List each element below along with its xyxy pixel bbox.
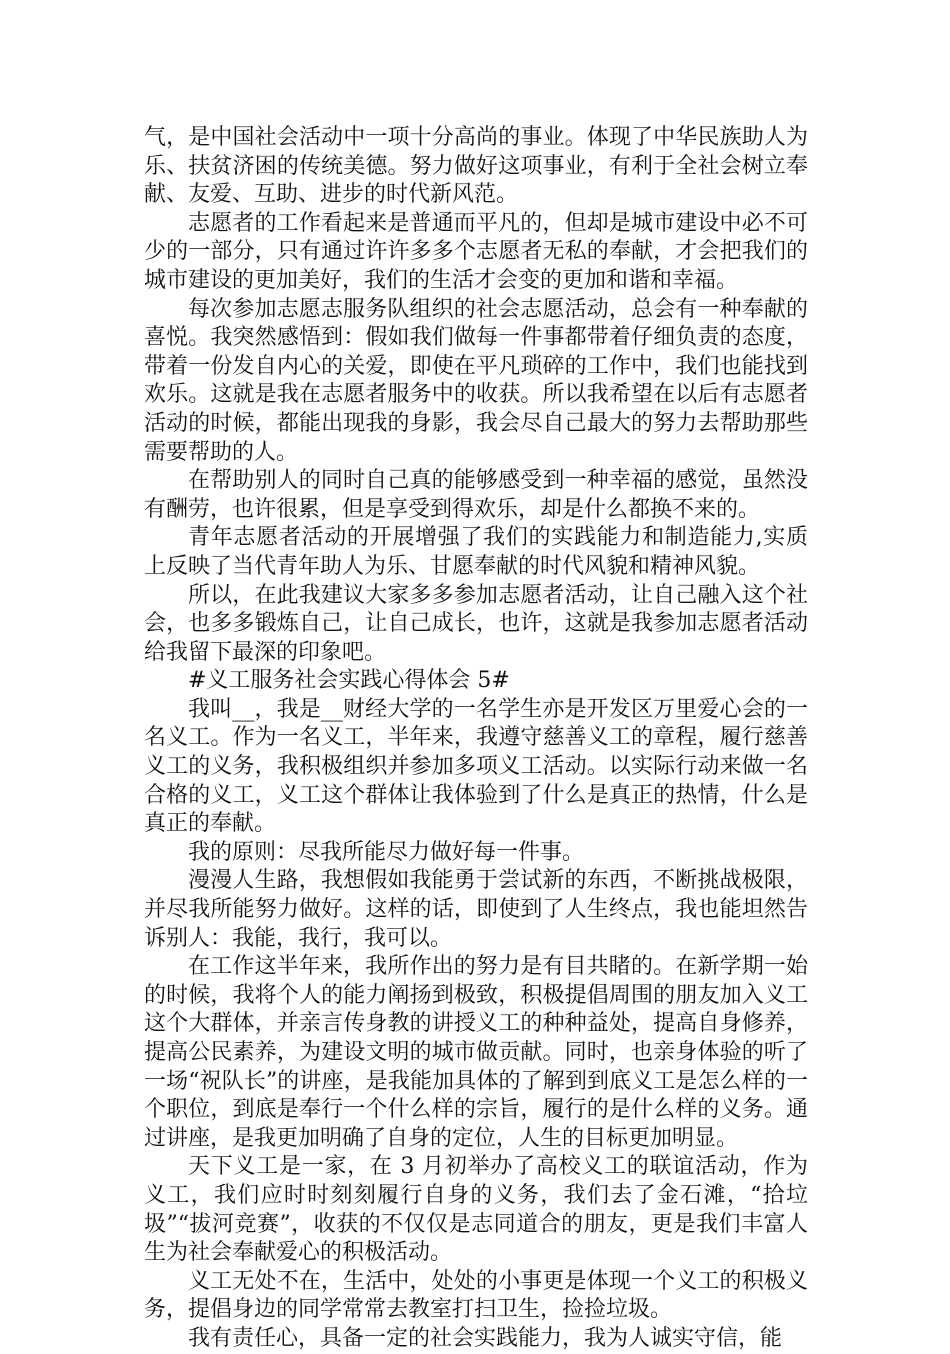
paragraph-suggestion: 所以，在此我建议大家多多参加志愿者活动，让自己融入这个社会，也多多锻炼自己，让自己成长，也许，这就是我参加志愿者活动给我留下最深的印象吧。 [144,582,808,665]
paragraph-volunteer-work: 志愿者的工作看起来是普通而平凡的，但却是城市建设中必不可少的一部分，只有通过许许多多个志愿者无私的奉献，才会把我们的城市建设的更加美好，我们的生活才会变的更加和谐和幸福。 [144,210,808,293]
paragraph-joy-of-giving: 每次参加志愿志服务队组织的社会志愿活动，总会有一种奉献的喜悦。我突然感悟到：假如我们做每一件事都带着仔细负责的态度，带着一份发自内心的关爱，即使在平凡琐碎的工作中，我们也能找到欢乐。这就是我在志愿者服务中的收获。所以我希望在以后有志愿者活动的时候，都能出现我的身影，我会尽自己最大的努力去帮助那些需要帮助的人。 [144,296,808,465]
paragraph-half-year-work: 在工作这半年来，我所作出的努力是有目共睹的。在新学期一始的时候，我将个人的能力阐扬到极致，积极提倡周围的朋友加入义工这个大群体，并亲言传身教的讲授义工的种种益处，提高自身修养，提高公民素养，为建设文明的城市做贡献。同时，也亲身体验的听了一场“祝队长”的讲座，是我能加具体的了解到到底义工是怎么样的一个职位，到底是奉行一个什么样的宗旨，履行的是什么样的义务。通过讲座，是我更加明确了自身的定位，人生的目标更加明显。 [144,954,808,1151]
document-page [144,124,808,1354]
section-heading: #义工服务社会实践心得体会 5# [188,668,510,694]
paragraph-responsibility: 我有责任心，具备一定的社会实践能力，我为人诚实守信，能 [188,1325,783,1351]
paragraph-youth-volunteers: 青年志愿者活动的开展增强了我们的实践能力和制造能力,实质上反映了当代青年助人为乐、甘愿奉献的时代风貌和精神风貌。 [144,525,808,579]
paragraph-life-road: 漫漫人生路，我想假如我能勇于尝试新的东西，不断挑战极限，并尽我所能努力做好。这样的话，即使到了人生终点，我也能坦然告诉别人：我能，我行，我可以。 [144,868,808,951]
paragraph-everywhere: 义工无处不在，生活中，处处的小事更是体现一个义工的积极义务，提倡身边的同学常常去教室打扫卫生，捡捡垃圾。 [144,1268,808,1323]
paragraph-principle: 我的原则：尽我所能尽力做好每一件事。 [188,839,585,865]
paragraph-continuation: 气，是中国社会活动中一项十分高尚的事业。体现了中华民族助人为乐、扶贫济困的传统美德。努力做好这项事业，有利于全社会树立奉献、友爱、互助、进步的时代新风范。 [144,125,808,208]
paragraph-happiness: 在帮助别人的同时自己真的能够感受到一种幸福的感觉，虽然没有酬劳，也许很累，但是享受到得欢乐，却是什么都换不来的。 [144,468,808,522]
paragraph-introduction: 我叫__，我是__财经大学的一名学生亦是开发区万里爱心会的一名义工。作为一名义工，半年来，我遵守慈善义工的章程，履行慈善义工的义务，我积极组织并参加多项义工活动。以实际行动来做一名合格的义工，义工这个群体让我体验到了什么是真正的热情，什么是真正的奉献。 [144,696,808,837]
paragraph-joint-activity: 天下义工是一家，在 3 月初举办了高校义工的联谊活动，作为义工，我们应时时刻刻履行自身的义务，我们去了金石滩，“拾垃圾”“拔河竞赛”，收获的不仅仅是志同道合的朋友，更是我们丰富人生为社会奉献爱心的积极活动。 [144,1154,808,1266]
